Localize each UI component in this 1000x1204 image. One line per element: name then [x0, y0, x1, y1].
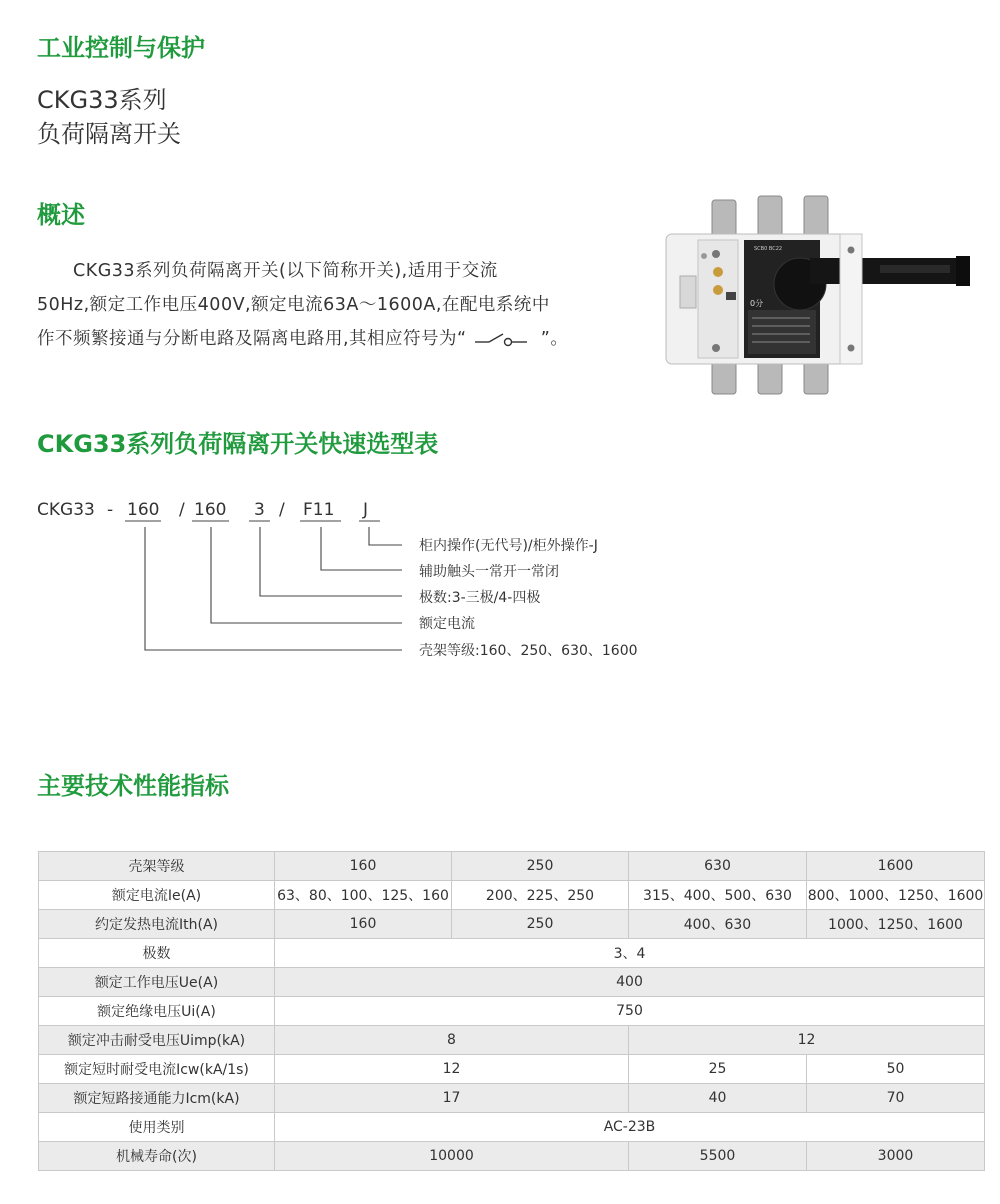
table-cell: 315、400、500、630 — [629, 881, 807, 910]
table-cell: AC-23B — [275, 1113, 985, 1142]
table-row — [39, 1055, 985, 1084]
legend-rated-current: 额定电流 — [419, 616, 475, 632]
overview-line-2: 50Hz,额定工作电压400V,额定电流63A～1600A,在配电系统中 — [37, 295, 550, 315]
table-cell: 3000 — [807, 1142, 985, 1171]
product-title: 负荷隔离开关 — [37, 120, 181, 148]
table-row — [39, 1113, 985, 1142]
row-label: 约定发热电流Ith(A) — [39, 910, 275, 939]
table-cell: 250 — [452, 910, 629, 939]
row-label: 壳架等级 — [39, 852, 275, 881]
table-row — [39, 968, 985, 997]
table-cell: 160 — [275, 910, 452, 939]
overview-line-3a: 作不频繁接通与分断电路及隔离电路用,其相应符号为“ — [37, 329, 467, 349]
table-cell: 50 — [807, 1055, 985, 1084]
table-row — [39, 1084, 985, 1113]
code-slash-2: / — [279, 500, 285, 520]
table-cell: 1000、1250、1600 — [807, 910, 985, 939]
row-label: 机械寿命(次) — [39, 1142, 275, 1171]
product-image — [660, 192, 980, 400]
disconnector-symbol-icon — [473, 330, 535, 348]
overview-line-1: CKG33系列负荷隔离开关(以下简称开关),适用于交流 — [73, 261, 498, 281]
table-cell: 750 — [275, 997, 985, 1026]
table-cell: 40 — [629, 1084, 807, 1113]
table-row — [39, 852, 985, 881]
row-label: 额定工作电压Ue(A) — [39, 968, 275, 997]
code-op: J — [363, 500, 369, 520]
row-label: 额定短时耐受电流Icw(kA/1s) — [39, 1055, 275, 1084]
series-title: CKG33系列 — [37, 86, 167, 114]
table-cell: 12 — [629, 1026, 985, 1055]
row-label: 额定电流Ie(A) — [39, 881, 275, 910]
table-cell: 17 — [275, 1084, 629, 1113]
code-slash-1: / — [179, 500, 185, 520]
overview-line-3b: ”。 — [540, 329, 569, 349]
table-cell: 5500 — [629, 1142, 807, 1171]
table-cell: 25 — [629, 1055, 807, 1084]
table-cell: 200、225、250 — [452, 881, 629, 910]
row-label: 极数 — [39, 939, 275, 968]
row-label: 额定冲击耐受电压Uimp(kA) — [39, 1026, 275, 1055]
table-row — [39, 939, 985, 968]
table-cell: 400 — [275, 968, 985, 997]
code-current: 160 — [194, 500, 227, 520]
table-row — [39, 881, 985, 910]
table-cell: 70 — [807, 1084, 985, 1113]
code-aux: F11 — [303, 500, 335, 520]
table-cell: 12 — [275, 1055, 629, 1084]
overview-heading: 概述 — [37, 201, 85, 229]
legend-operation: 柜内操作(无代号)/柜外操作-J — [419, 538, 598, 554]
category-heading: 工业控制与保护 — [37, 34, 205, 62]
table-cell: 400、630 — [629, 910, 807, 939]
table-cell: 1600 — [807, 852, 985, 881]
legend-aux-contact: 辅助触头一常开一常闭 — [419, 564, 559, 580]
selection-heading: CKG33系列负荷隔离开关快速选型表 — [37, 430, 439, 458]
code-poles: 3 — [254, 500, 265, 520]
legend-poles: 极数:3-三极/4-四极 — [419, 590, 541, 606]
table-row — [39, 1142, 985, 1171]
specs-table — [38, 851, 985, 1171]
overview-paragraph — [37, 254, 617, 356]
table-cell: 250 — [452, 852, 629, 881]
code-frame: 160 — [127, 500, 160, 520]
product-brand-label: SCB0 BC22 — [754, 246, 783, 252]
code-prefix: CKG33 — [37, 500, 95, 520]
row-label: 使用类别 — [39, 1113, 275, 1142]
specs-heading: 主要技术性能指标 — [37, 772, 229, 800]
table-cell: 63、80、100、125、160 — [275, 881, 452, 910]
table-cell: 630 — [629, 852, 807, 881]
code-dash: - — [107, 500, 114, 520]
row-label: 额定绝缘电压Ui(A) — [39, 997, 275, 1026]
table-row — [39, 1026, 985, 1055]
table-cell: 800、1000、1250、1600 — [807, 881, 985, 910]
product-dial-label: 0分 — [750, 299, 764, 308]
row-label: 额定短路接通能力Icm(kA) — [39, 1084, 275, 1113]
table-cell: 10000 — [275, 1142, 629, 1171]
legend-frame: 壳架等级:160、250、630、1600 — [419, 643, 638, 659]
table-cell: 8 — [275, 1026, 629, 1055]
table-cell: 3、4 — [275, 939, 985, 968]
table-row — [39, 910, 985, 939]
model-code-diagram — [37, 495, 677, 675]
table-row — [39, 997, 985, 1026]
table-cell: 160 — [275, 852, 452, 881]
